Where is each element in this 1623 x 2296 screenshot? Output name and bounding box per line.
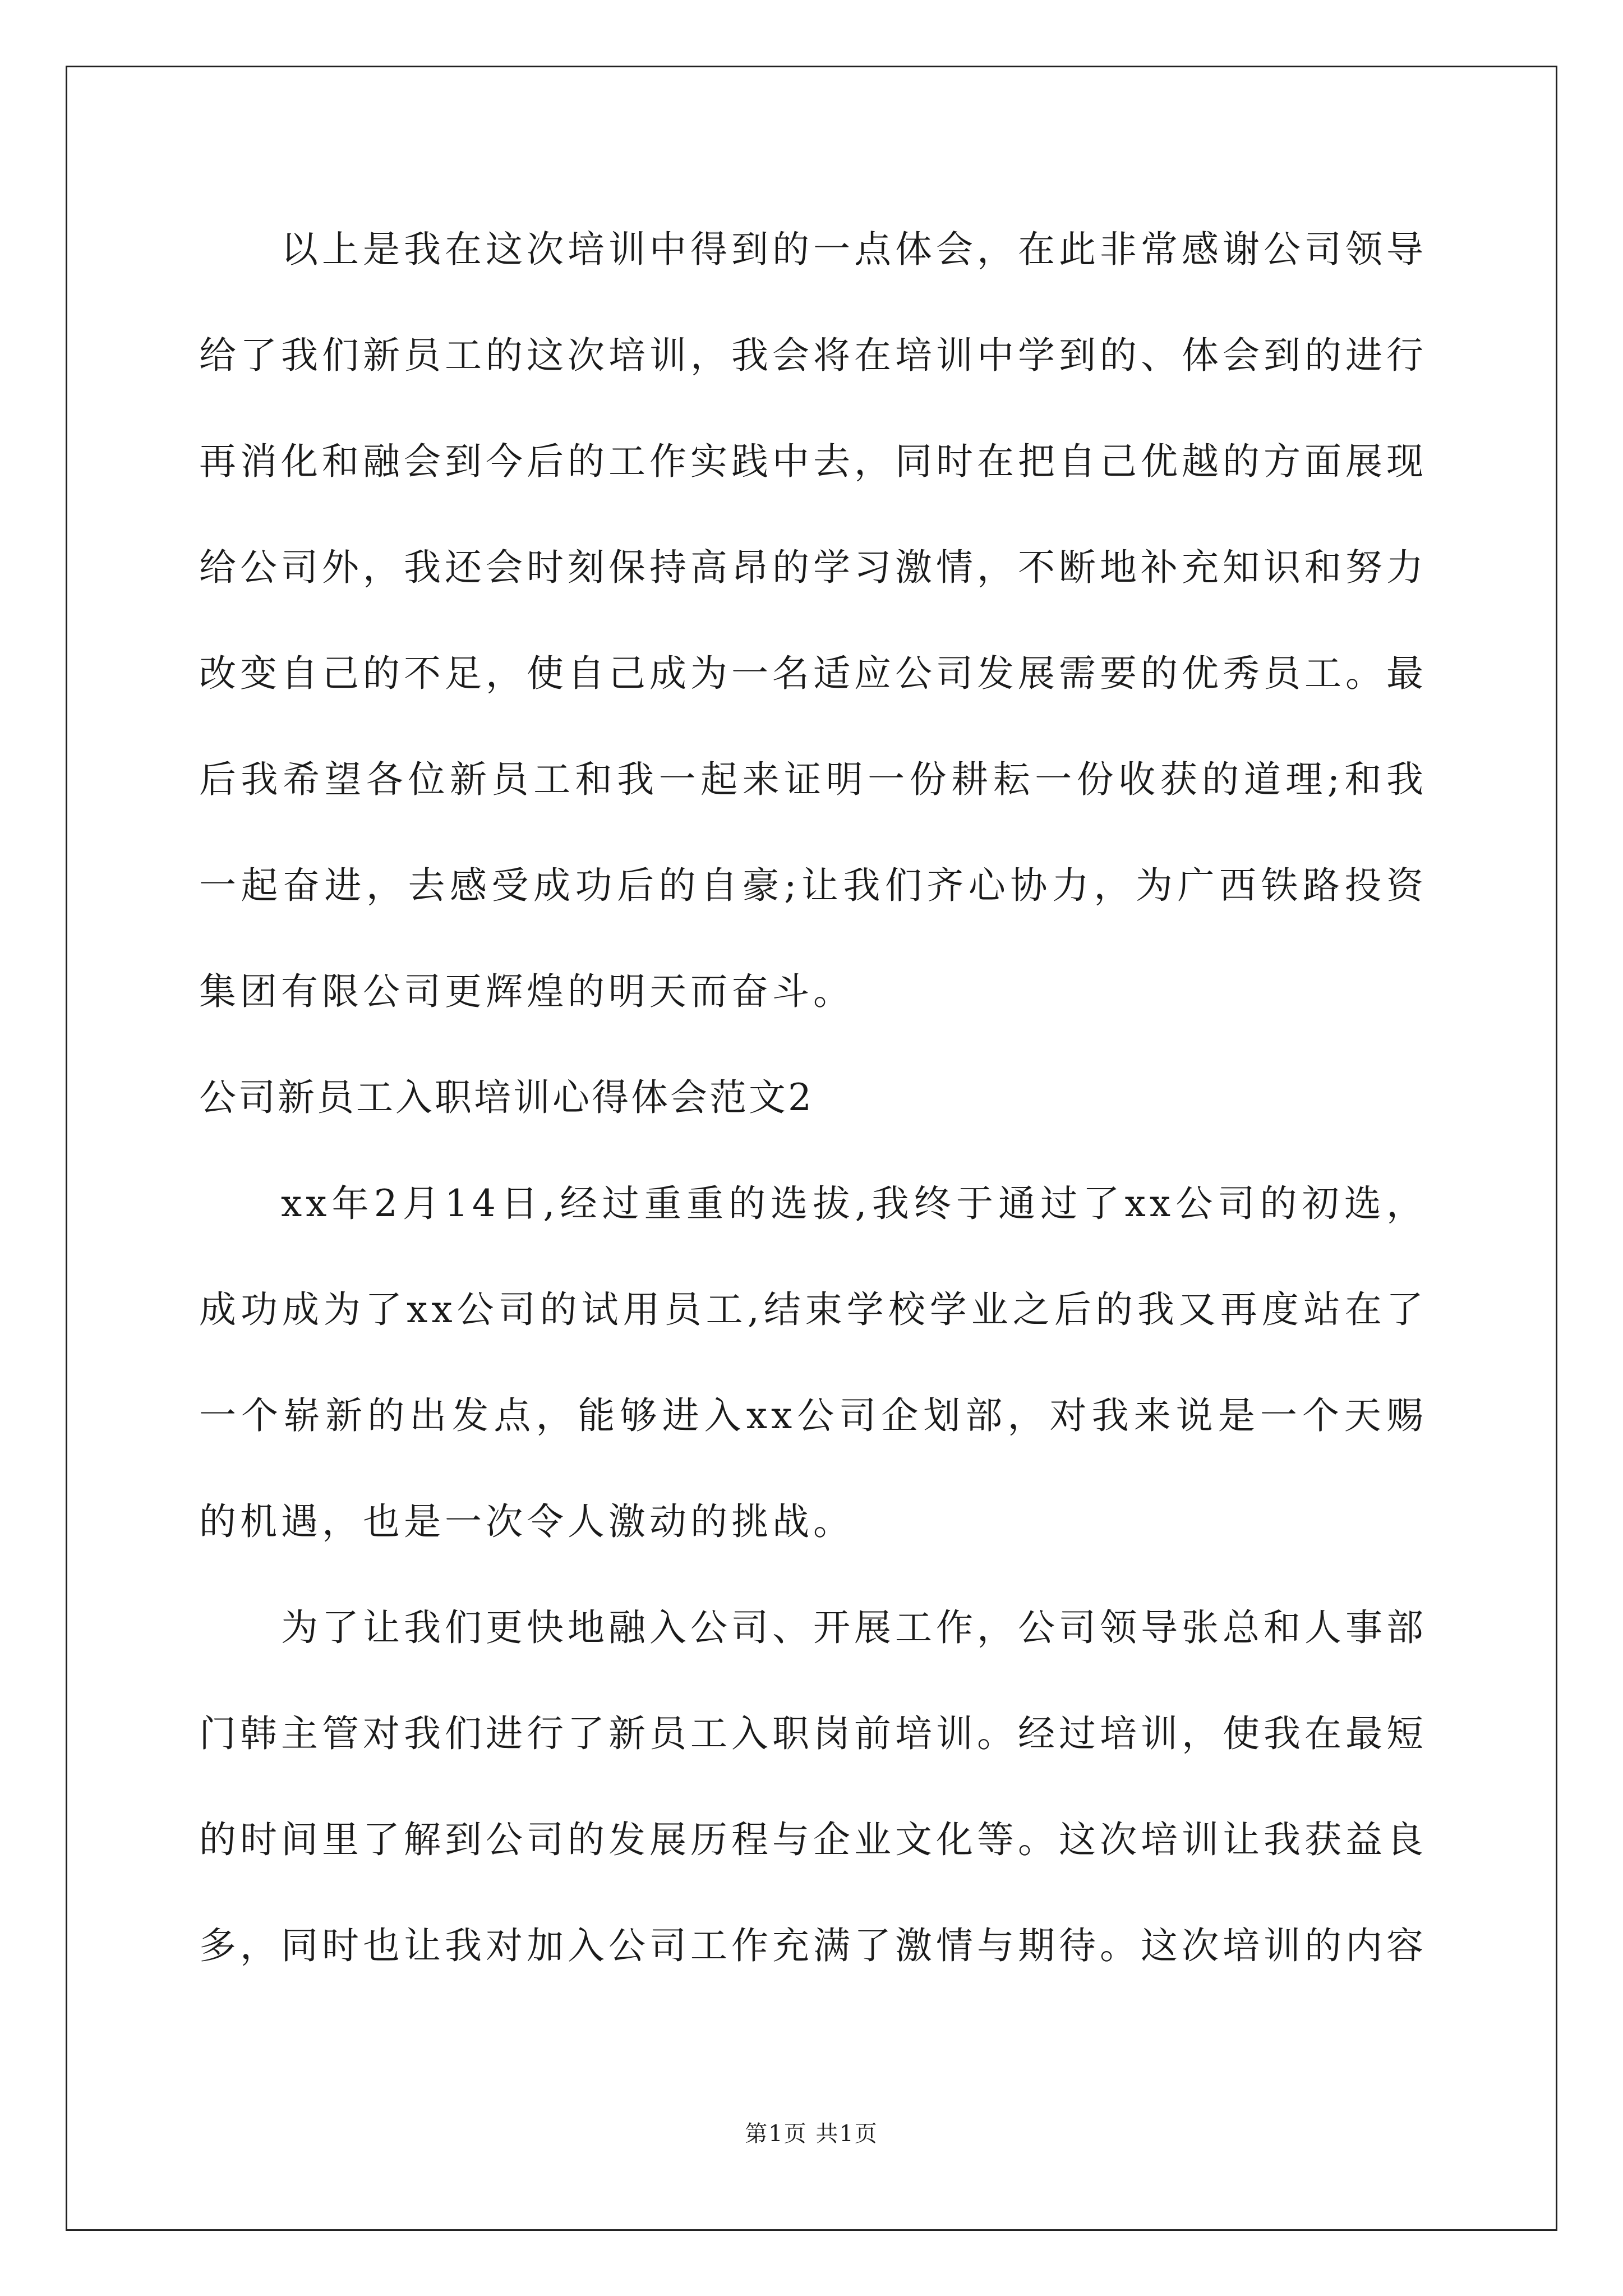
page-number-footer: 第1页 共1页	[745, 2121, 878, 2147]
paragraph-training: 为了让我们更快地融入公司、开展工作，公司领导张总和人事部门韩主管对我们进行了新员工入职岗前培训。经过培训，使我在最短的时间里了解到公司的发展历程与企业文化等。这次培训让我获益良多，同时也让我对加入公司工作充满了激情与期待。这次培训的内容	[199, 1606, 1427, 1967]
document-body	[199, 196, 1427, 1999]
paragraph-intro: xx年2月14日,经过重重的选拔,我终于通过了xx公司的初选，成功成为了xx公司的试用员工,结束学校学业之后的我又再度站在了一个崭新的出发点，能够进入xx公司企划部，对我来说是一个天赐的机遇，也是一次令人激动的挑战。	[199, 1182, 1427, 1543]
section-heading: 公司新员工入职培训心得体会范文2	[199, 1076, 814, 1119]
paragraph-closing: 以上是我在这次培训中得到的一点体会，在此非常感谢公司领导给了我们新员工的这次培训，我会将在培训中学到的、体会到的进行再消化和融会到今后的工作实践中去，同时在把自己优越的方面展现给公司外，我还会时刻保持高昂的学习激情，不断地补充知识和努力改变自己的不足，使自己成为一名适应公司发展需要的优秀员工。最后我希望各位新员工和我一起来证明一份耕耘一份收获的道理;和我一起奋进，去感受成功后的自豪;让我们齐心协力，为广西铁路投资集团有限公司更辉煌的明天而奋斗。	[199, 228, 1427, 1013]
